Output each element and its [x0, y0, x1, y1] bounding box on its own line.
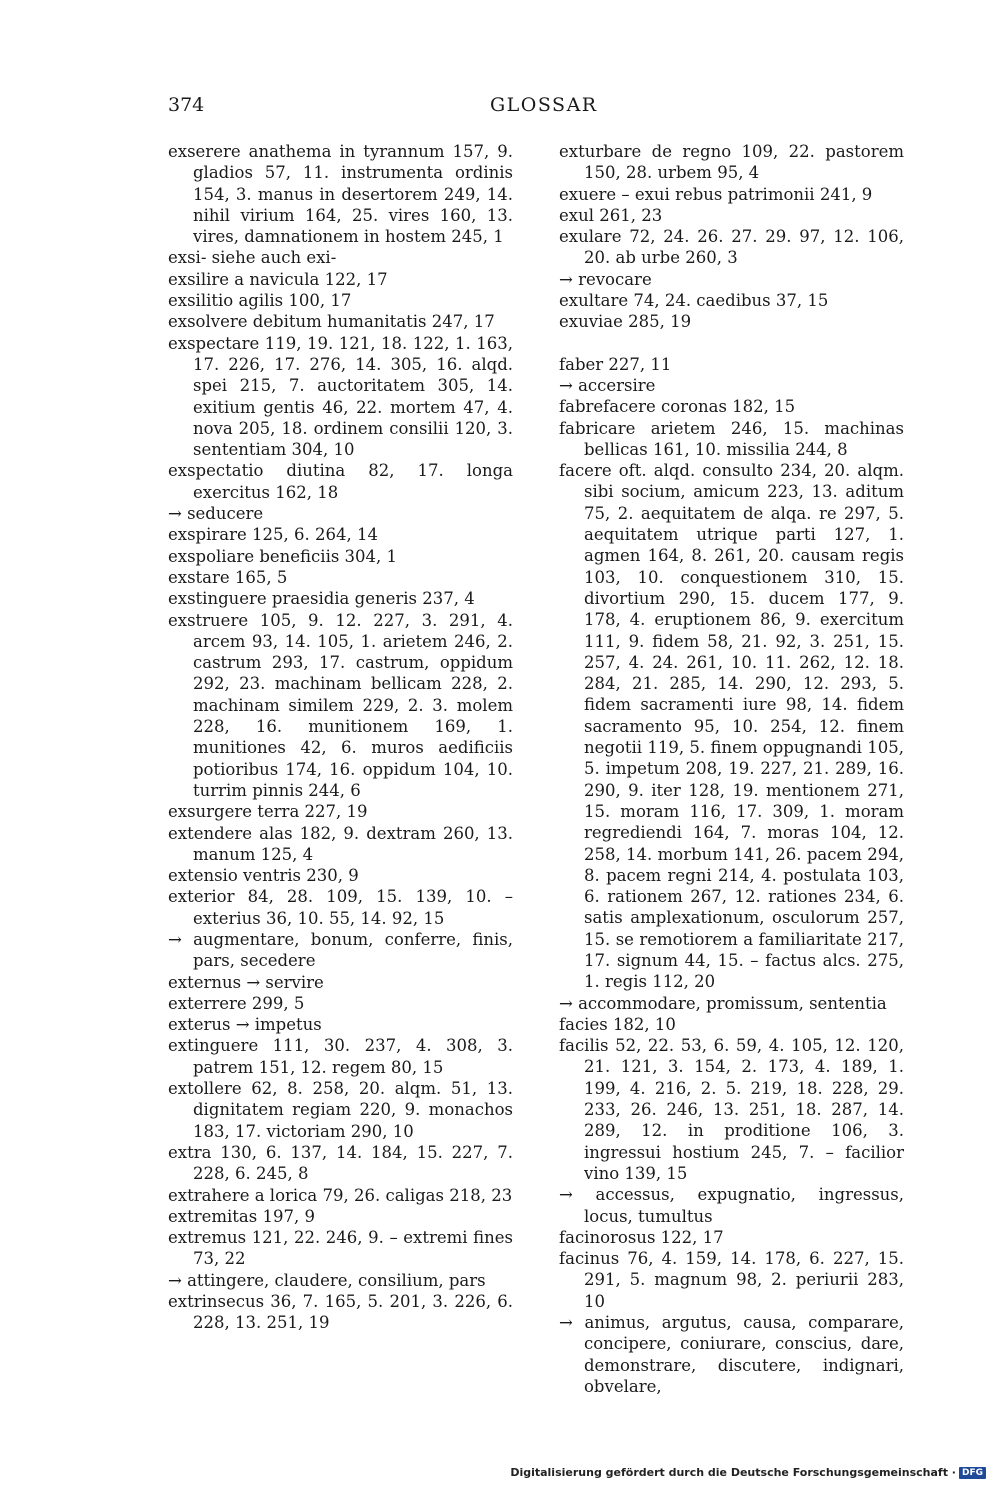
glossary-entry: facies 182, 10 [559, 1014, 676, 1034]
glossary-entry: exsurgere terra 227, 19 [168, 802, 368, 822]
glossary-entry: exsolvere debitum humanitatis 247, 17 [168, 312, 495, 332]
glossary-entry: externus → servire [168, 972, 324, 992]
footer-text: Digitalisierung gefördert durch die Deutsche Forschungsgemeinschaft · [510, 1466, 956, 1479]
glossary-entry: extrinsecus 36, 7. 165, 5. 201, 3. 226, 6. 228, 13. 251, 19 [168, 1292, 513, 1333]
glossary-entry: exuviae 285, 19 [559, 312, 692, 332]
cross-reference: → accersire [559, 375, 656, 395]
dfg-logo: DFG [959, 1467, 986, 1479]
glossary-entry: exulare 72, 24. 26. 27. 29. 97, 12. 106, 20. ab urbe 260, 3 [559, 227, 904, 268]
section-gap [559, 333, 904, 354]
glossary-entry: exul 261, 23 [559, 205, 663, 225]
glossary-entry: extremitas 197, 9 [168, 1206, 315, 1226]
glossary-column-right [559, 141, 904, 1397]
funding-footer [510, 1466, 986, 1479]
glossary-entry: exserere anathema in tyrannum 157, 9. gladios 57, 11. instrumenta ordinis 154, 3. manus in desertorem 249, 14. nihil virium 164, 25. vires 160, 13. vires, damnationem in hostem 245, 1 [168, 142, 513, 247]
glossary-entry: exstare 165, 5 [168, 567, 288, 587]
glossary-entry: facinus 76, 4. 159, 14. 178, 6. 227, 15. 291, 5. magnum 98, 2. periurii 283, 10 [559, 1249, 904, 1311]
glossary-entry: exspectare 119, 19. 121, 18. 122, 1. 163, 17. 226, 17. 276, 14. 305, 16. alqd. spei 215, 7. auctoritatem 305, 14. exitium gentis 46, 22. mortem 47, 4. nova 205, 18. ordinem consilii 120, 3. sententiam 304, 10 [168, 333, 513, 460]
glossary-entry: exuere – exui rebus patrimonii 241, 9 [559, 184, 873, 204]
glossary-entry: extinguere 111, 30. 237, 4. 308, 3. patrem 151, 12. regem 80, 15 [168, 1036, 513, 1077]
glossary-entry: facinorosus 122, 17 [559, 1227, 724, 1247]
glossary-entry: exspectatio diutina 82, 17. longa exercitus 162, 18 [168, 461, 513, 502]
glossary-entry: exsi- siehe auch exi- [168, 248, 337, 268]
glossary-column-left [168, 141, 513, 1334]
glossary-entry: fabricare arietem 246, 15. machinas bellicas 161, 10. missilia 244, 8 [559, 418, 904, 459]
cross-reference: → augmentare, bonum, conferre, finis, pars, secedere [168, 929, 513, 971]
glossary-entry: exturbare de regno 109, 22. pastorem 150, 28. urbem 95, 4 [559, 142, 904, 183]
glossary-entry: exultare 74, 24. caedibus 37, 15 [559, 291, 829, 311]
cross-reference: → attingere, claudere, consilium, pars [168, 1270, 486, 1290]
glossary-entry: exterus → impetus [168, 1015, 322, 1035]
glossary-entry: exstinguere praesidia generis 237, 4 [168, 589, 475, 609]
glossary-entry: exspoliare beneficiis 304, 1 [168, 546, 398, 566]
glossary-entry: exstruere 105, 9. 12. 227, 3. 291, 4. arcem 93, 14. 105, 1. arietem 246, 2. castrum 293, 17. castrum, oppidum 292, 23. machinam bellicam 228, 2. machinam similem 229, 2. 3. molem 228, 16. munitionem 169, 1. munitiones 42, 6. muros aedificiis potioribus 174, 16. oppidum 104, 10. turrim pinnis 244, 6 [168, 610, 513, 800]
glossary-entry: faber 227, 11 [559, 354, 672, 374]
glossary-entry: exsilire a navicula 122, 17 [168, 269, 388, 289]
glossary-entry: extollere 62, 8. 258, 20. alqm. 51, 13. dignitatem regiam 220, 9. monachos 183, 17. victoriam 290, 10 [168, 1079, 513, 1141]
glossary-entry: facilis 52, 22. 53, 6. 59, 4. 105, 12. 120, 21. 121, 3. 154, 2. 173, 4. 189, 1. 199, 4. 216, 2. 5. 219, 18. 228, 29. 233, 26. 246, 13. 251, 18. 287, 14. 289, 12. in proditione 106, 3. ingressui hostium 245, 7. – facilior vino 139, 15 [559, 1036, 904, 1183]
cross-reference: → accessus, expugnatio, ingressus, locus, tumultus [559, 1185, 904, 1226]
glossary-entry: extendere alas 182, 9. dextram 260, 13. manum 125, 4 [168, 823, 513, 864]
glossary-entry: extremus 121, 22. 246, 9. – extremi fines 73, 22 [168, 1228, 513, 1269]
cross-reference: → seducere [168, 504, 264, 524]
running-head: GLOSSAR [490, 94, 598, 116]
glossary-entry: exterrere 299, 5 [168, 993, 305, 1013]
cross-reference: → revocare [559, 269, 652, 289]
cross-reference: → animus, argutus, causa, comparare, concipere, coniurare, conscius, dare, demonstrare, discutere, indignari, obvelare, [559, 1313, 904, 1396]
glossary-entry: exterior 84, 28. 109, 15. 139, 10. – exterius 36, 10. 55, 14. 92, 15 [168, 887, 513, 928]
glossary-entry: extensio ventris 230, 9 [168, 866, 359, 886]
glossary-entry: exspirare 125, 6. 264, 14 [168, 525, 378, 545]
glossary-entry: fabrefacere coronas 182, 15 [559, 397, 796, 417]
glossary-entry: exsilitio agilis 100, 17 [168, 291, 352, 311]
glossary-entry: extra 130, 6. 137, 14. 184, 15. 227, 7. 228, 6. 245, 8 [168, 1142, 513, 1184]
glossary-entry: facere oft. alqd. consulto 234, 20. alqm. sibi socium, amicum 223, 13. aditum 75, 2. aequitatem de alqa. re 297, 5. aequitatem utrique parti 127, 1. agmen 164, 8. 261, 20. causam regis 103, 10. conquestionem 310, 15. divortium 290, 15. ducem 177, 9. 178, 4. eruptionem 86, 9. exercitum 111, 9. fidem 58, 21. 92, 3. 251, 15. 257, 4. 24. 261, 10. 11. 262, 12. 18. 284, 21. 285, 14. 290, 12. 293, 5. fidem sacramenti iure 98, 14. fidem sacramento 95, 10. 254, 12. finem negotii 119, 5. finem oppugnandi 105, 5. impetum 208, 19. 227, 21. 289, 16. 290, 9. iter 128, 19. mentionem 271, 15. moram 116, 17. 309, 1. moram regrediendi 164, 7. moras 104, 12. 258, 14. morbum 141, 26. pacem 294, 8. pacem regni 214, 4. postulata 103, 6. rationem 267, 12. rationes 234, 6. satis amplexationum, osculorum 257, 15. se remotiorem a familiaritate 217, 17. signum 44, 15. – factus alcs. 275, 1. regis 112, 20 [559, 461, 904, 992]
page-number: 374 [168, 94, 205, 116]
glossary-entry: extrahere a lorica 79, 26. caligas 218, 23 [168, 1185, 513, 1205]
cross-reference: → accommodare, promissum, sententia [559, 993, 887, 1013]
